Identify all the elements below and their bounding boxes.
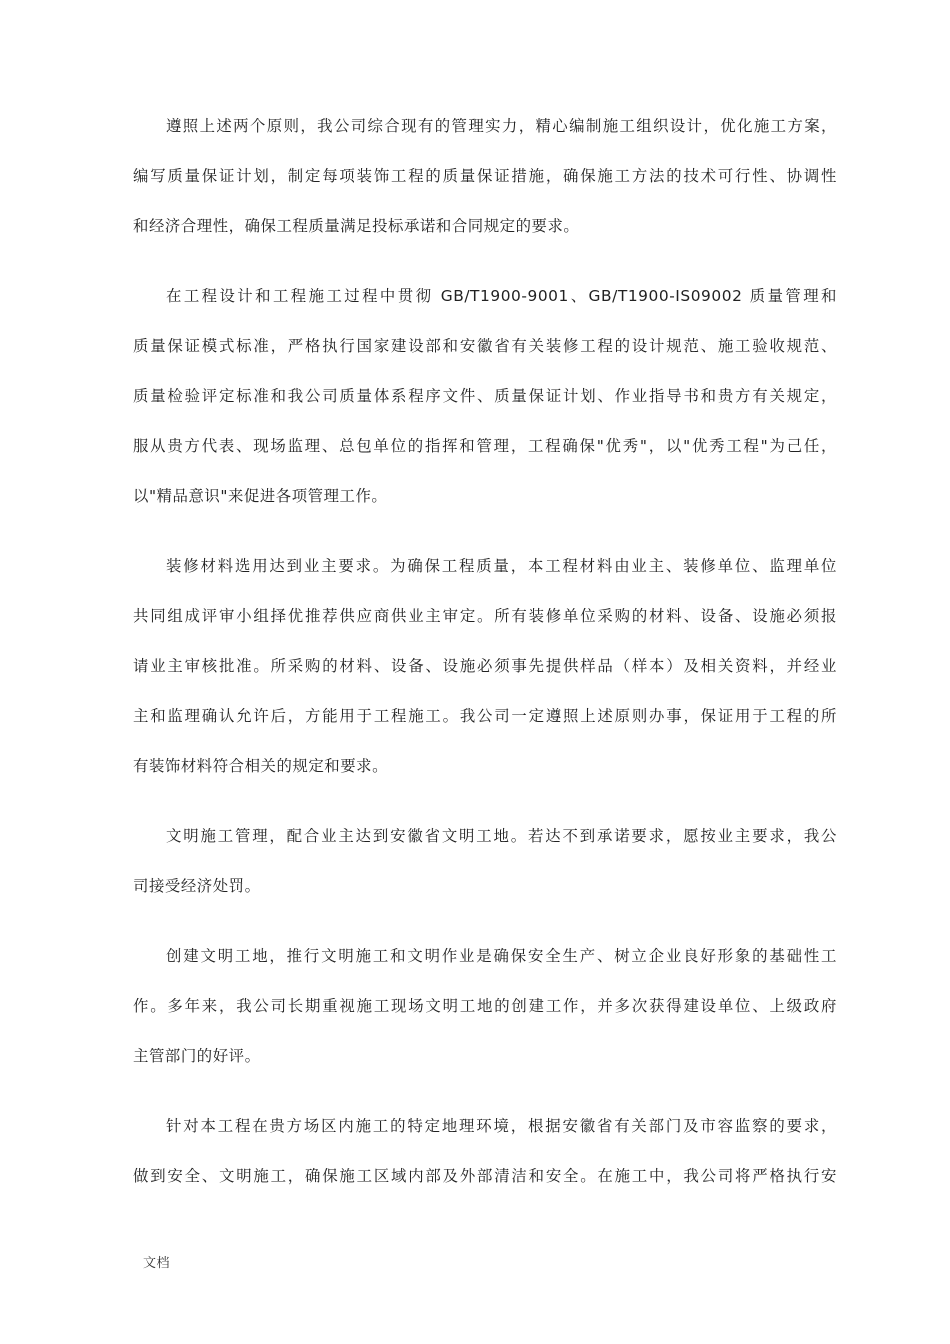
paragraph-quality-standards	[133, 271, 837, 521]
paragraph-line: 和经济合理性，确保工程质量满足投标承诺和合同规定的要求。	[133, 217, 580, 235]
paragraph-line: 做到安全、文明施工，确保施工区域内部及外部清洁和安全。在施工中，我公司将严格执行安	[133, 1167, 837, 1185]
paragraph-line: 共同组成评审小组择优推荐供应商供业主审定。所有装修单位采购的材料、设备、设施必须报	[133, 607, 837, 625]
paragraph-line: 有装饰材料符合相关的规定和要求。	[133, 757, 389, 775]
paragraph-site-environment	[133, 1101, 837, 1201]
paragraph-line: 质量检验评定标准和我公司质量体系程序文件、质量保证计划、作业指导书和贵方有关规定，	[133, 387, 837, 405]
paragraph-line: 文明施工管理，配合业主达到安徽省文明工地。若达不到承诺要求，愿按业主要求，我公	[166, 827, 837, 845]
paragraph-materials	[133, 541, 837, 791]
paragraph-line: 针对本工程在贵方场区内施工的特定地理环境，根据安徽省有关部门及市容监察的要求，	[166, 1117, 837, 1135]
paragraph-line: 编写质量保证计划，制定每项装饰工程的质量保证措施，确保施工方法的技术可行性、协调性	[133, 167, 837, 185]
paragraph-line: 在工程设计和工程施工过程中贯彻 GB/T1900-9001、GB/T1900-IS09002 质量管理和	[166, 287, 837, 305]
paragraph-line: 主管部门的好评。	[133, 1047, 261, 1065]
paragraph-line: 质量保证模式标准，严格执行国家建设部和安徽省有关装修工程的设计规范、施工验收规范、	[133, 337, 837, 355]
paragraph-civilized-management	[133, 811, 837, 911]
paragraph-line: 创建文明工地，推行文明施工和文明作业是确保安全生产、树立企业良好形象的基础性工	[166, 947, 837, 965]
paragraph-civilized-site	[133, 931, 837, 1081]
paragraph-line: 遵照上述两个原则，我公司综合现有的管理实力，精心编制施工组织设计，优化施工方案，	[166, 117, 837, 135]
paragraph-line: 装修材料选用达到业主要求。为确保工程质量，本工程材料由业主、装修单位、监理单位	[166, 557, 837, 575]
paragraph-line: 以"精品意识"来促进各项管理工作。	[133, 487, 388, 505]
paragraph-line: 服从贵方代表、现场监理、总包单位的指挥和管理，工程确保"优秀"，以"优秀工程"为己任，	[133, 437, 837, 455]
paragraph-quality-principles	[133, 101, 837, 251]
paragraph-line: 作。多年来，我公司长期重视施工现场文明工地的创建工作，并多次获得建设单位、上级政府	[133, 997, 837, 1015]
footer-label: 文档	[143, 1256, 171, 1271]
paragraph-line: 司接受经济处罚。	[133, 877, 261, 895]
paragraph-line: 主和监理确认允许后，方能用于工程施工。我公司一定遵照上述原则办事，保证用于工程的所	[133, 707, 837, 725]
paragraph-line: 请业主审核批准。所采购的材料、设备、设施必须事先提供样品（样本）及相关资料，并经业	[133, 657, 837, 675]
